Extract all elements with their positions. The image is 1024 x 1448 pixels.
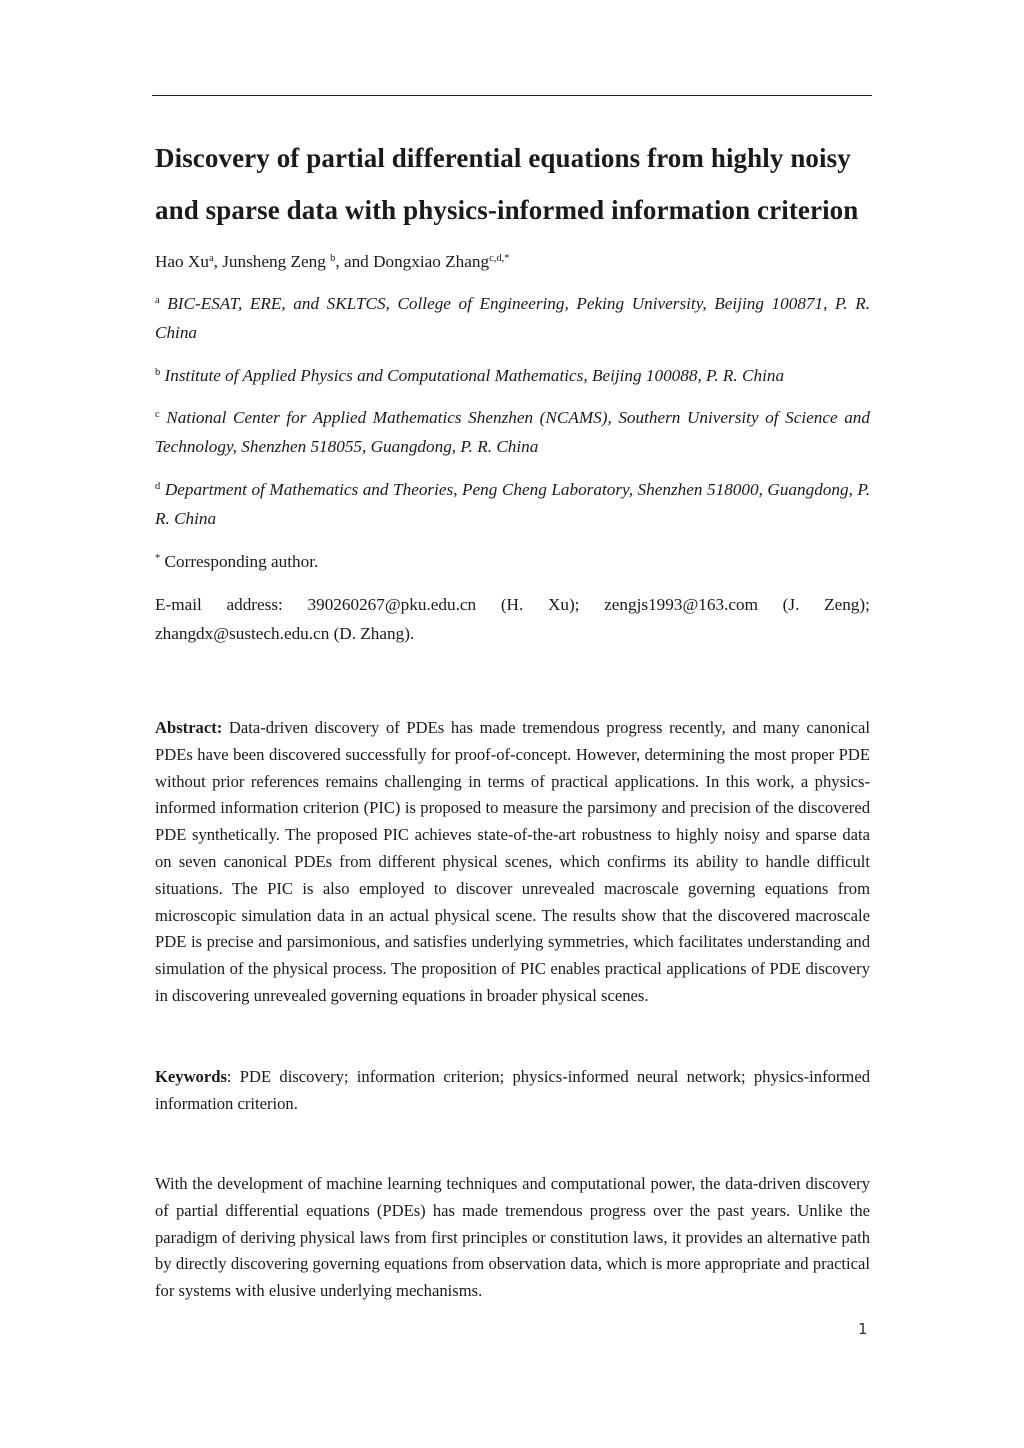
- abstract-label: Abstract:: [155, 718, 223, 737]
- affiliation-mark: c: [155, 409, 160, 420]
- author-name: , and Dongxiao Zhang: [335, 252, 490, 271]
- author-affiliation-mark: c,d,*: [489, 253, 510, 264]
- abstract: [155, 715, 870, 1010]
- title-line-1: Discovery of partial differential equations from highly noisy: [155, 143, 851, 173]
- author-list: [155, 247, 870, 276]
- affiliation-text: BIC-ESAT, ERE, and SKLTCS, College of Engineering, Peking University, Beijing 100871, P. R. China: [155, 294, 871, 342]
- page-number: 1: [858, 1320, 868, 1338]
- abstract-text: Data-driven discovery of PDEs has made tremendous progress recently, and many canonical PDEs have been discovered successfully for proof-of-concept. However, determining the most proper PDE without prior references remains challenging in terms of practical applications. In this work, a physics-informed information criterion (PIC) is proposed to measure the parsimony and precision of the discovered PDE synthetically. The proposed PIC achieves state-of-the-art robustness to highly noisy and sparse data on seven canonical PDEs from different physical scenes, which confirms its ability to handle difficult situations. The PIC is also employed to discover unrevealed macroscale governing equations from microscopic simulation data in an actual physical scene. The results show that the discovered macroscale PDE is precise and parsimonious, and satisfies underlying symmetries, which facilitates understanding and simulation of the physical process. The proposition of PIC enables practical applications of PDE discovery in discovering unrevealed governing equations in broader physical scenes.: [155, 718, 870, 1005]
- author-affiliation-mark: b: [330, 253, 336, 264]
- keywords-text: : PDE discovery; information criterion; physics-informed neural network; physics-informed information criterion.: [155, 1067, 870, 1113]
- header-rule: [152, 95, 872, 96]
- author-name: Hao Xu: [155, 252, 209, 271]
- email-owner: (H.: [500, 595, 524, 614]
- email-address-link[interactable]: zengjs1993@163.com: [604, 595, 758, 614]
- email-label: address:: [226, 595, 283, 614]
- affiliation-text: National Center for Applied Mathematics Shenzhen (NCAMS), Southern University of Science and Technology, Shenzhen 518055, Guangdong, P. R. China: [155, 408, 870, 456]
- intro-paragraph: With the development of machine learning techniques and computational power, the data-driven discovery of partial differential equations (PDEs) has made tremendous progress over the past years. Unlike the paradigm of deriving physical laws from first principles or constitution laws, it provides an alternative path by directly discovering governing equations from observation data, which is more appropriate and practical for systems with elusive underlying mechanisms.: [155, 1174, 870, 1301]
- keywords-label: Keywords: [155, 1067, 227, 1086]
- corresponding-mark: *: [155, 553, 161, 564]
- affiliation-text: Department of Mathematics and Theories, Peng Cheng Laboratory, Shenzhen 518000, Guangdong, P. R. China: [155, 480, 871, 528]
- title-line-2: and sparse data with physics-informed information criterion: [155, 195, 859, 225]
- affiliation-b: [155, 361, 870, 390]
- email-block: [155, 590, 870, 648]
- email-label: E-mail: [155, 595, 202, 614]
- corresponding-text: Corresponding author.: [160, 552, 319, 571]
- email-address-link[interactable]: 390260267@pku.edu.cn: [307, 595, 477, 614]
- affiliation-a: [155, 289, 870, 347]
- email-owner: Zeng);: [824, 595, 870, 614]
- email-owner: (J.: [782, 595, 800, 614]
- affiliation-c: [155, 403, 870, 461]
- affiliation-mark: b: [155, 367, 161, 378]
- email-line-2[interactable]: zhangdx@sustech.edu.cn (D. Zhang).: [155, 624, 415, 643]
- affiliation-mark: a: [155, 295, 160, 306]
- email-line-1: [155, 590, 870, 619]
- paper-title: [155, 132, 875, 236]
- corresponding-author: [155, 547, 870, 576]
- affiliation-text: Institute of Applied Physics and Computational Mathematics, Beijing 100088, P. R. China: [164, 366, 785, 385]
- author-affiliation-mark: a: [208, 253, 214, 264]
- affiliation-mark: d: [155, 481, 161, 492]
- affiliation-d: [155, 475, 870, 533]
- keywords: [155, 1064, 870, 1118]
- author-name: , Junsheng Zeng: [213, 252, 331, 271]
- email-owner: Xu);: [547, 595, 580, 614]
